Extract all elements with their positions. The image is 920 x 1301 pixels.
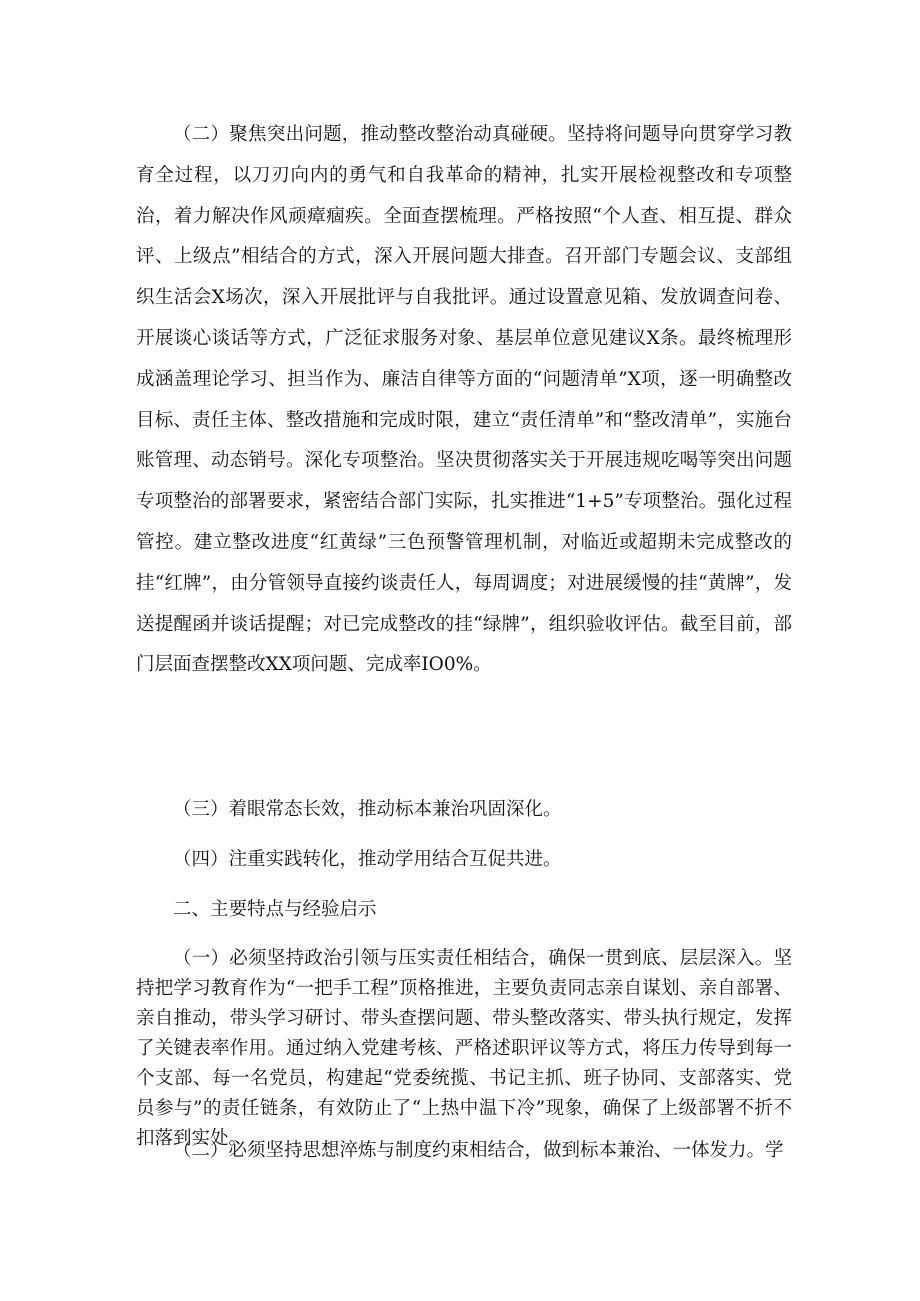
- paragraph-political-leadership: （一）必须坚持政治引领与压实责任相结合，确保一贯到底、层层深入。坚持把学习教育作为“一把手工程”顶格推进，主要负责同志亲自谋划、亲自部署、亲自推动，带头学习研讨、带头查摆问题、带头整改落实、带头执行规定，发挥了关键表率作用。通过纳入党建考核、严格述职评议等方式，将压力传导到每一个支部、每一名党员，构建起“党委统揽、书记主抓、班子协同、支部落实、党员参与”的责任链条，有效防止了“上热中温下冷”现象，确保了上级部署不折不扣落到实处。: [136, 948, 792, 1149]
- paragraph-focus-problems: （二）聚焦突出问题，推动整改整治动真碰硬。坚持将问题导向贯穿学习教育全过程，以刀刃向内的勇气和自我革命的精神，扎实开展检视整改和专项整治，着力解决作风顽瘴痼疾。全面查摆梳理。严格按照“个人查、相互提、群众评、上级点”相结合的方式，深入开展问题大排查。召开部门专题会议、支部组织生活会X场次，深入开展批评与自我批评。通过设置意见箱、发放调查问卷、开展谈心谈话等方式，广泛征求服务对象、基层单位意见建议X条。最终梳理形成涵盖理论学习、担当作为、廉洁自律等方面的“问题清单”X项，逐一明确整改目标、责任主体、整改措施和完成时限，建立“责任清单”和“整改清单”，实施台账管理、动态销号。深化专项整治。坚决贯彻落实关于开展违规吃喝等突出问题专项整治的部署要求，紧密结合部门实际，扎实推进“1+5”专项整治。强化过程管控。建立整改进度“红黄绿”三色预警管理机制，对临近或超期未完成整改的挂“红牌”，由分管领导直接约谈责任人，每周调度；对进展缓慢的挂“黄牌”，发送提醒函并谈话提醒；对已完成整改的挂“绿牌”，组织验收评估。截至目前，部门层面查摆整改XX项问题、完成率IO0%。: [136, 124, 792, 676]
- paragraph-long-term: （三）着眼常态长效，推动标本兼治巩固深化。: [173, 799, 562, 820]
- paragraph-ideological-tempering: （二）必须坚持思想淬炼与制度约束相结合，做到标本兼治、一体发力。学: [173, 1140, 784, 1161]
- paragraph-practice: （四）注重实践转化，推动学用结合互促共进。: [173, 849, 562, 870]
- section-heading-features: 二、主要特点与经验启示: [173, 899, 377, 920]
